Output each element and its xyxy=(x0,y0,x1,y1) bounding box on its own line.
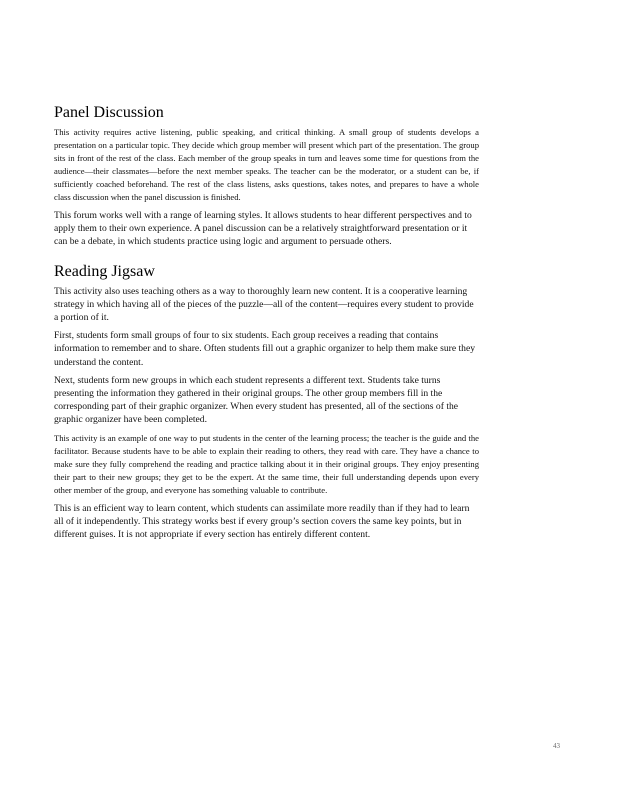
heading-panel-discussion: Panel Discussion xyxy=(54,104,164,121)
paragraph: This activity is an example of one way to put students in the center of the learning process; the teacher is the guide and the facilitator. Because students have to be able to explain their reading to others, they read with care. They have a chance to make sure they fully comprehend the reading and practice talking about it in their original groups. They enjoy presenting their part to their new groups; they get to be the expert. At the same time, their full understanding depends upon every other member of the group, and everyone has something valuable to contribute. xyxy=(54,432,479,495)
page-number: 43 xyxy=(553,742,560,750)
paragraph: This activity also uses teaching others as a way to thoroughly learn new content. It is a cooperative learning strategy in which having all of the pieces of the puzzle—all of the content—requires every student to provide a portion of it. xyxy=(54,285,474,324)
paragraph: This activity requires active listening, public speaking, and critical thinking. A small group of students develops a presentation on a particular topic. They decide which group member will present which part of the presentation. The group sits in front of the rest of the class. Each member of the group speaks in turn and leaves some time for questions from the audience—their classmates—before the next member speaks. The teacher can be the moderator, or a student can be, if sufficiently coached beforehand. The rest of the class listens, asks questions, takes notes, and prepares to have a whole class discussion when the panel discussion is finished. xyxy=(54,127,479,202)
paragraph: Next, students form new groups in which each student represents a different text. Students take turns presenting the information they gathered in their original groups. The other group members fill in the corresponding part of their graphic organizer. When every student has presented, all of the sections of the graphic organizer have been completed. xyxy=(54,374,459,426)
paragraph: First, students form small groups of four to six students. Each group receives a reading that contains information to remember and to share. Often students fill out a graphic organizer to help them make sure they understand the content. xyxy=(54,330,476,368)
paragraph: This is an efficient way to learn content, which students can assimilate more readily than if they had to learn all of it independently. This strategy works best if every group’s section covers the same key points, but in different guises. It is not appropriate if every section has entirely different content. xyxy=(54,502,470,541)
heading-reading-jigsaw: Reading Jigsaw xyxy=(54,262,155,280)
paragraph: This forum works well with a range of learning styles. It allows students to hear different perspectives and to apply them to their own experience. A panel discussion can be a relatively straightforward presentation or it can be a debate, in which students practice using logic and argument to persuade others. xyxy=(54,210,472,248)
page-content xyxy=(54,104,479,546)
